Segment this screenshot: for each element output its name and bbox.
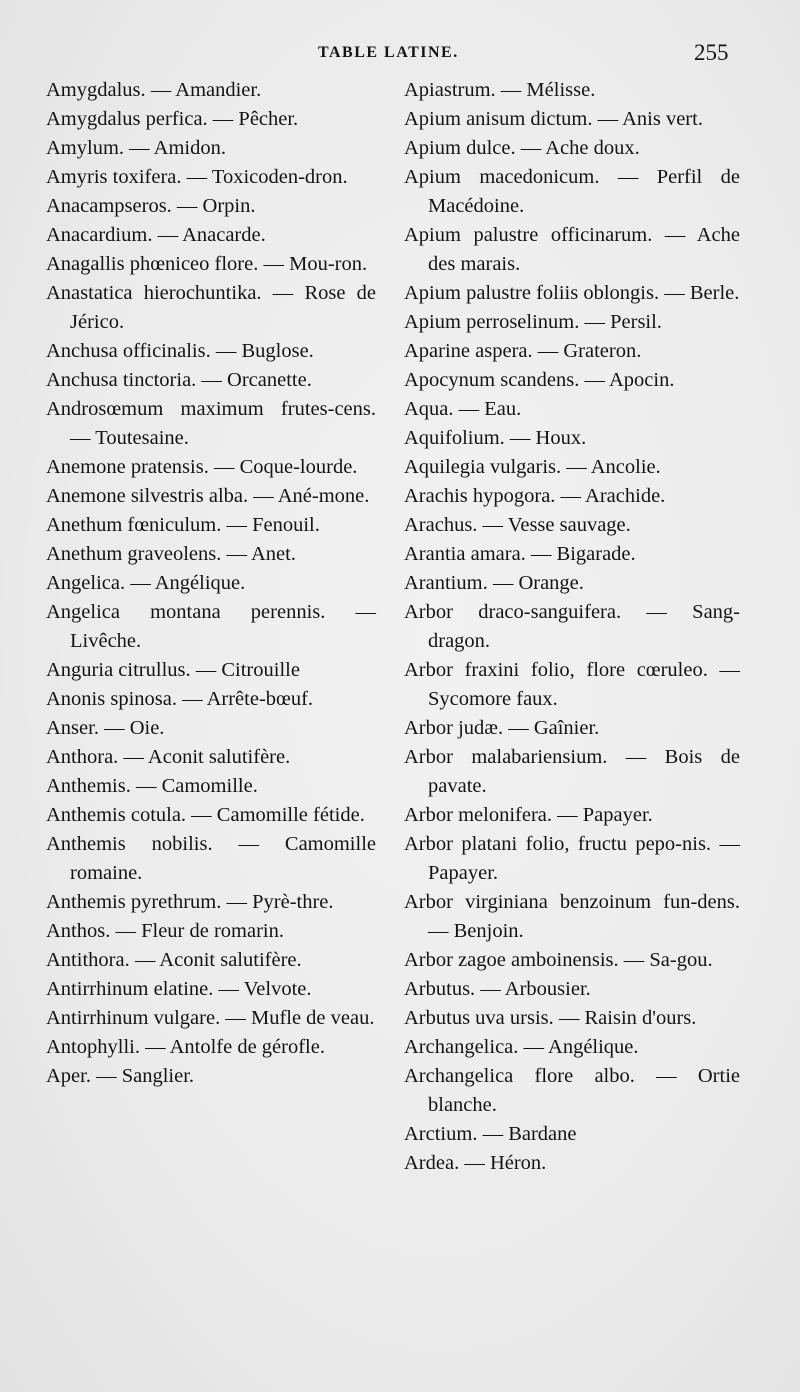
index-entry: Arbor malabariensium. — Bois de pavate. [404,746,740,797]
index-entry: Amygdalus. — Amandier. [46,79,262,101]
index-entry: Apium anisum dictum. — Anis vert. [404,108,703,130]
index-entry: Apium palustre foliis oblongis. — Berle. [404,282,740,304]
index-entry: Arbor judæ. — Gaînier. [404,717,600,739]
index-entry: Anethum fœniculum. — Fenouil. [46,514,320,536]
index-entry: Arachus. — Vesse sauvage. [404,514,631,536]
index-entry: Arbor zagoe amboinensis. — Sa-gou. [404,949,713,971]
index-entry: Anchusa tinctoria. — Orcanette. [46,369,312,391]
index-entry: Apocynum scandens. — Apocin. [404,369,675,391]
index-entry: Anguria citrullus. — Citrouille [46,659,300,681]
index-entry: Arbutus uva ursis. — Raisin d'ours. [404,1007,697,1029]
index-entry: Amygdalus perfica. — Pêcher. [46,108,299,130]
index-entry: Apium palustre officinarum. — Ache des marais. [404,224,740,275]
index-entry: Arbor fraxini folio, flore cœruleo. — Sycomore faux. [404,659,740,710]
index-entry: Anthemis. — Camomille. [46,775,258,797]
index-entry: Arachis hypogora. — Arachide. [404,485,666,507]
index-entry: Anagallis phœniceo flore. — Mou-ron. [46,253,368,275]
index-entry: Aquilegia vulgaris. — Ancolie. [404,456,661,478]
page-number: 255 [694,40,729,65]
index-entry: Arctium. — Bardane [404,1123,577,1145]
index-entry: Apium dulce. — Ache doux. [404,137,640,159]
index-entry: Amyris toxifera. — Toxicoden-dron. [46,166,348,188]
index-entry: Arbor platani folio, fructu pepo-nis. — Papayer. [404,833,740,884]
index-entry: Androsœmum maximum frutes-cens. — Toutesaine. [46,398,376,449]
index-entry: Anthemis nobilis. — Camomille romaine. [46,833,376,884]
index-entry: Anthemis cotula. — Camomille fétide. [46,804,365,826]
index-entry: Antithora. — Aconit salutifère. [46,949,302,971]
index-entry: Anthos. — Fleur de romarin. [46,920,284,942]
index-entry: Arbutus. — Arbousier. [404,978,591,1000]
index-entry: Anemone pratensis. — Coque-lourde. [46,456,358,478]
index-entry: Anacampseros. — Orpin. [46,195,256,217]
page-header [0,40,800,70]
index-entry: Anethum graveolens. — Anet. [46,543,296,565]
index-entry: Arbor melonifera. — Papayer. [404,804,653,826]
index-entry: Arantia amara. — Bigarade. [404,543,636,565]
index-entry: Apiastrum. — Mélisse. [404,79,596,101]
index-entry: Aparine aspera. — Grateron. [404,340,642,362]
index-entry: Aquifolium. — Houx. [404,427,587,449]
index-entry: Antirrhinum vulgare. — Mufle de veau. [46,1007,375,1029]
index-entry: Archangelica. — Angélique. [404,1036,639,1058]
index-entry: Anthemis pyrethrum. — Pyrè-thre. [46,891,334,913]
index-entry: Anemone silvestris alba. — Ané-mone. [46,485,370,507]
index-entry: Antirrhinum elatine. — Velvote. [46,978,312,1000]
index-entry: Arbor virginiana benzoinum fun-dens. — Benjoin. [404,891,740,942]
running-title: TABLE LATINE. [318,44,459,61]
index-entry: Aper. — Sanglier. [46,1065,195,1087]
index-entry: Antophylli. — Antolfe de gérofle. [46,1036,325,1058]
index-entry: Aqua. — Eau. [404,398,522,420]
index-entry: Anser. — Oie. [46,717,165,739]
index-entry: Apium macedonicum. — Perfil de Macédoine. [404,166,740,217]
index-entry: Amylum. — Amidon. [46,137,226,159]
index-entry: Angelica montana perennis. — Livêche. [46,601,376,652]
index-entry: Apium perroselinum. — Persil. [404,311,662,333]
index-entry: Anthora. — Aconit salutifère. [46,746,291,768]
index-entry: Ardea. — Héron. [404,1152,547,1174]
index-entry: Anonis spinosa. — Arrête-bœuf. [46,688,314,710]
index-entry: Archangelica flore albo. — Ortie blanche. [404,1065,740,1116]
index-entry: Anacardium. — Anacarde. [46,224,266,246]
index-entry: Angelica. — Angélique. [46,572,246,594]
right-column [404,76,740,1178]
index-entry: Anastatica hierochuntika. — Rose de Jérico. [46,282,376,333]
index-entry: Arantium. — Orange. [404,572,584,594]
index-entry: Anchusa officinalis. — Buglose. [46,340,314,362]
index-entry: Arbor draco-sanguifera. — Sang-dragon. [404,601,740,652]
left-column [46,76,376,1091]
